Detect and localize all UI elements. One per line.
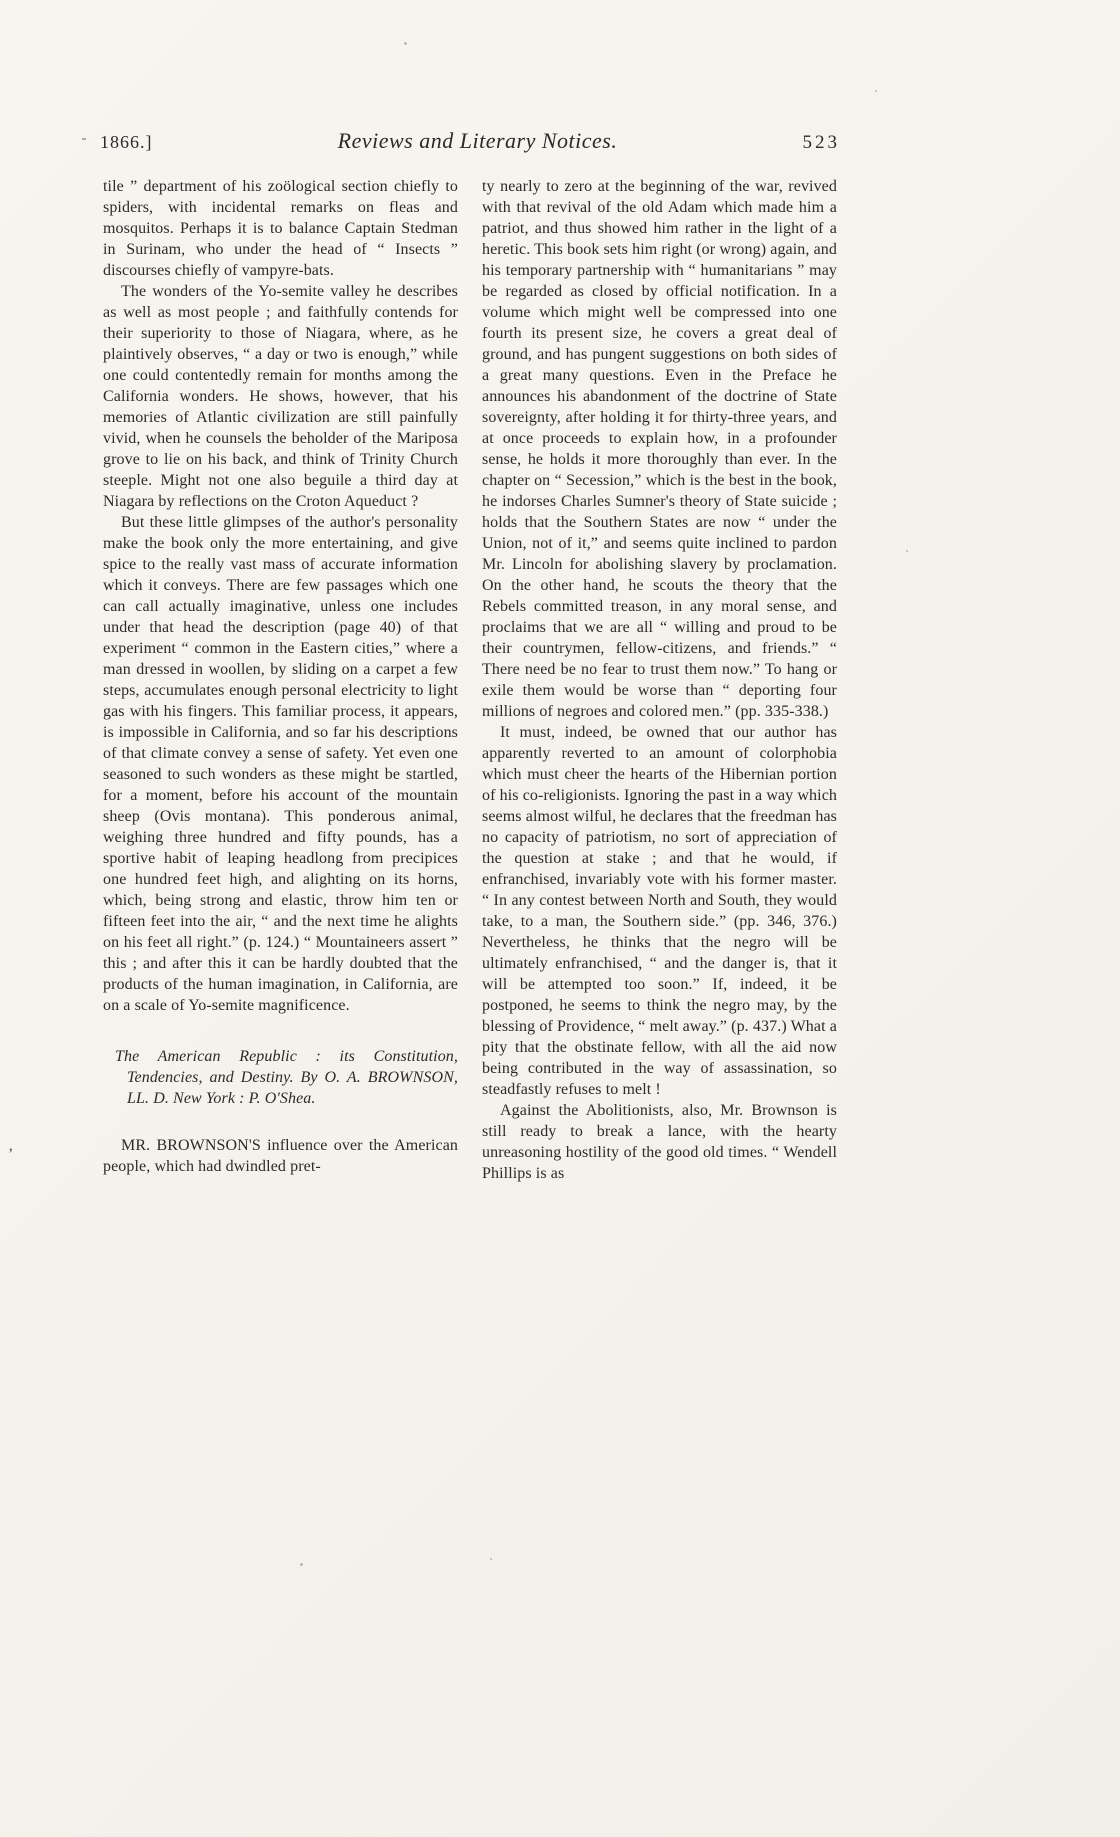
- paragraph-continuation: ty nearly to zero at the beginning of the war, revived with that revival of the old Adam which made him a patriot, and thus showed him rather in the light of a heretic. This book sets him right (or wrong) again, and his temporary partnership with “ humanitarians ” may be regarded as closed by official notification. In a volume which might well be compressed into one fourth its present size, he covers a great deal of ground, and has pungent suggestions on both sides of a great many questions. Even in the Preface he announces his abandonment of the doctrine of State sovereignty, after holding it for thirty-three years, and at once proceeds to explain how, in a profounder sense, he holds it more thoroughly than ever. In the chapter on “ Secession,” which is the best in the book, he indorses Charles Sumner's theory of State suicide ; holds that the Southern States are now “ under the Union, not of it,” and seems quite inclined to pardon Mr. Lincoln for abolishing slavery by proclamation. On the other hand, he scouts the theory that the Rebels committed treason, in any moral sense, and proclaims that we are all “ willing and proud to be their countrymen, fellow-citizens, and friends.” “ There need be no fear to trust them now.” To hang or exile them would be worse than “ deporting four millions of negroes and colored men.” (pp. 335-338.): [482, 178, 837, 720]
- scan-speck: [300, 1563, 303, 1566]
- page-header: [100, 128, 840, 154]
- paragraph: But these little glimpses of the author's personality make the book only the more entertaining, and give spice to the really vast mass of accurate information which it conveys. There are few passages which one can call actually imaginative, unless one includes under that head the description (page 40) of that experiment “ common in the Eastern cities,” where a man dressed in woollen, by sliding on a carpet a few steps, accumulates enough personal electricity to light gas with his fingers. This familiar process, it appears, is impossible in California, and so far his descriptions of that climate convey a sense of safety. Yet even one seasoned to such wonders as these might be startled, for a moment, before his account of the mountain sheep (Ovis montana). This ponderous animal, weighing three hundred and fifty pounds, has a sportive habit of leaping headlong from precipices one hundred feet high, and alighting on its horns, which, being strong and elastic, throw him ten or fifteen feet into the air, “ and the next time he alights on his feet all right.” (p. 124.) “ Mountaineers assert ” this ; and after this it can be hardly doubted that the products of the human imagination, in California, are on a scale of Yo-semite magnificence.: [103, 514, 458, 1014]
- scan-artifact: [82, 138, 86, 140]
- paragraph-continuation: tile ” department of his zoölogical section chiefly to spiders, with incidental remarks on fleas and mosquitos. Perhaps it is to balance Captain Stedman in Surinam, who under the head of “ Insects ” discourses chiefly of vampyre-bats.: [103, 178, 458, 279]
- book-citation: The American Republic : its Constitution, Tendencies, and Destiny. By O. A. BROWNSON, LL. D. New York : P. O'Shea.: [115, 1048, 458, 1107]
- right-column: [482, 176, 837, 1184]
- scan-speck: [490, 1558, 492, 1560]
- header-page-number: 523: [802, 132, 840, 153]
- scan-edge-mark: ’: [8, 1146, 14, 1163]
- paragraph: The wonders of the Yo-semite valley he describes as well as most people ; and faithfully contends for their superiority to those of Niagara, where, as he plaintively observes, “ a day or two is enough,” while one could contentedly remain for months among the California wonders. He shows, however, that his memories of Atlantic civilization are still painfully vivid, when he counsels the beholder of the Mariposa grove to lie on his back, and think of Trinity Church steeple. Might not one also beguile a third day at Niagara by reflections on the Croton Aqueduct ?: [103, 283, 458, 510]
- scan-speck: [404, 42, 407, 45]
- paragraph: It must, indeed, be owned that our author has apparently reverted to an amount of colorphobia which must cheer the hearts of the Hibernian portion of his co-religionists. Ignoring the past in a way which seems almost wilful, he declares that the freedman has no capacity of patriotism, no sort of appreciation of the question at stake ; and that he would, if enfranchised, invariably vote with his former master. “ In any contest between North and South, they would take, to a man, the Southern side.” (pp. 346, 376.) Nevertheless, he thinks that the negro will be ultimately enfranchised, “ and the danger is, that it will be attempted too soon.” If, indeed, it be postponed, he seems to think the negro may, by the blessing of Providence, “ melt away.” (p. 437.) What a pity that the obstinate fellow, with all the aid now being contributed in the way of assassination, so steadfastly refuses to melt !: [482, 724, 837, 1098]
- scan-speck: [906, 550, 908, 552]
- text-columns: [103, 176, 837, 1184]
- review-opening-paragraph: MR. BROWNSON'S influence over the American people, which had dwindled pret-: [103, 1137, 458, 1175]
- left-column: [103, 176, 458, 1184]
- scan-speck: [875, 90, 877, 92]
- header-year: 1866.]: [100, 132, 153, 152]
- header-journal-title: Reviews and Literary Notices.: [337, 128, 618, 153]
- paragraph: Against the Abolitionists, also, Mr. Brownson is still ready to break a lance, with the hearty unreasoning hostility of the good old times. “ Wendell Phillips is as: [482, 1102, 837, 1182]
